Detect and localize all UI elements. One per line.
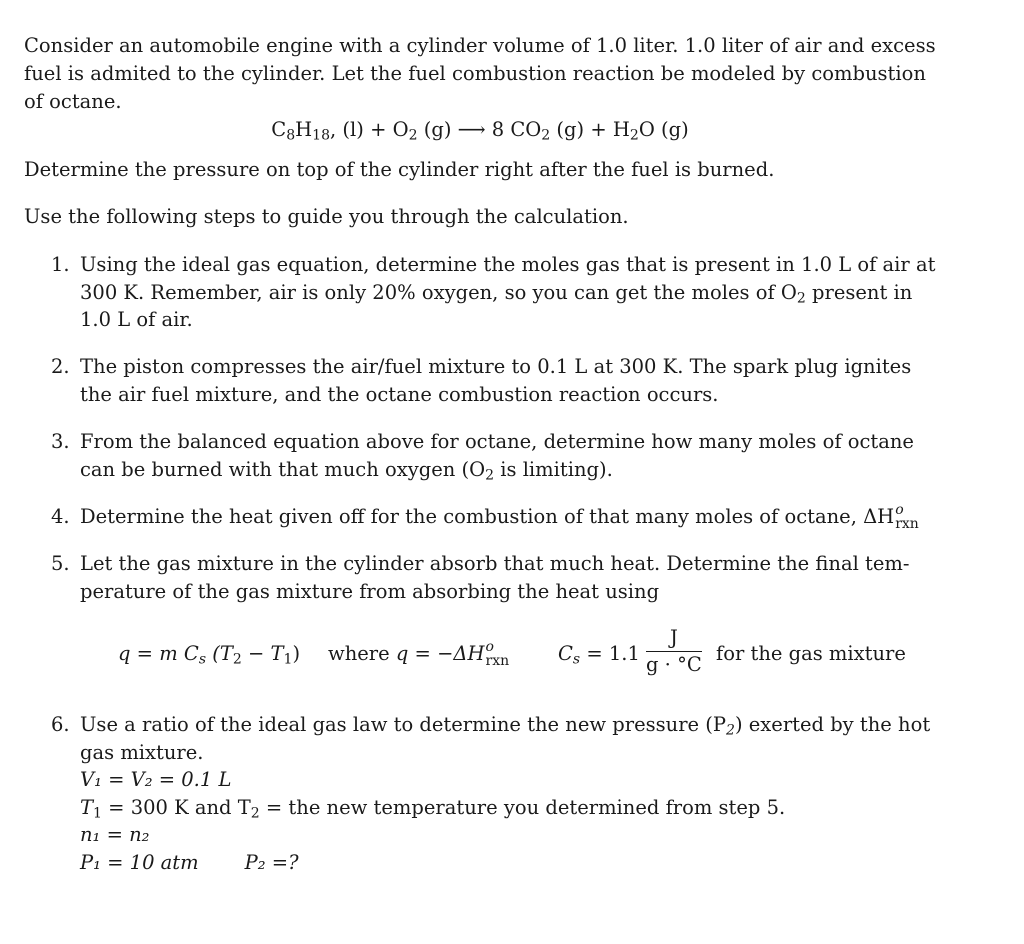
step-5-text: Let the gas mixture in the cylinder absorb that much heat. Determine the final tem- perature of the gas mixture from absorbing the heat using [80,552,910,603]
step-4-text: Determine the heat given off for the combustion of that many moles of octane, ΔH o rxn [80,502,919,532]
intro-line-2: fuel is admited to the cylinder. Let the fuel combustion reaction be modeled by combustion [24,62,926,85]
step-3-text: From the balanced equation above for octane, determine how many moles of octane can be burned with that much oxygen ($O_2$ is limiting). [80,430,914,483]
moles-condition: n₁ = n₂ [80,823,150,846]
specific-heat-value: $C_s = 1.1$ [558,642,640,668]
specific-heat-tail: for the gas mixture [716,642,906,665]
intro-line-3: of octane. [24,90,122,113]
step-1-text: Using the ideal gas equation, determine the moles gas that is present in 1.0 L of air at 300 K. Remember, air is only 20% oxygen, so you can get the moles of $O_2$ present in 1.0 L of air. [80,253,936,331]
intro-line-1: Consider an automobile engine with a cylinder volume of 1.0 liter. 1.0 liter of air and excess [24,34,936,57]
step-6-text: Use a ratio of the ideal gas law to determine the new pressure $(P_2)$ exerted by the hot gas mixture. V₁ = V₂ = 0.1 L $T_1 = 300$ K and $T_2$ = the new temperature you determined from step 5. n₁ = n₂ P₁ = 10 atm P₂ =? [80,711,940,876]
heat-equation: q = m $C_s$ $(T_2 - T_1)$ [118,642,301,668]
step-number: 6. [51,713,70,736]
volume-condition: V₁ = V₂ = 0.1 L [80,768,232,791]
task-statement: Determine the pressure on top of the cylinder right after the fuel is burned. [24,158,775,181]
heat-formula-row [118,622,938,682]
step-number: 5. [51,552,70,575]
pressure-condition: P₁ = 10 atm P₂ =? [80,850,299,874]
temperature-condition: $T_1 = 300$ K and $T_2$ = the new temperature you determined from step 5. [80,795,786,821]
specific-heat-units: $\frac{J}{g \cdot ^\circ C}$ [646,626,702,676]
guide-statement: Use the following steps to guide you through the calculation. [24,205,629,228]
step-number: 2. [51,355,70,378]
step-2-text: The piston compresses the air/fuel mixture to 0.1 L at 300 K. The spark plug ignites the air fuel mixture, and the octane combustion reaction occurs. [80,355,912,406]
where-clause: where q = −ΔH o rxn [328,639,510,669]
step-number: 4. [51,505,70,528]
octane-reaction-equation: $C_8H_{18}$, $(l) + O_2$ (g) ⟶ 8 $CO_2$ $(g) + H_2O$ (g) [271,118,689,144]
step-number: 1. [51,253,70,276]
step-number: 3. [51,430,70,453]
